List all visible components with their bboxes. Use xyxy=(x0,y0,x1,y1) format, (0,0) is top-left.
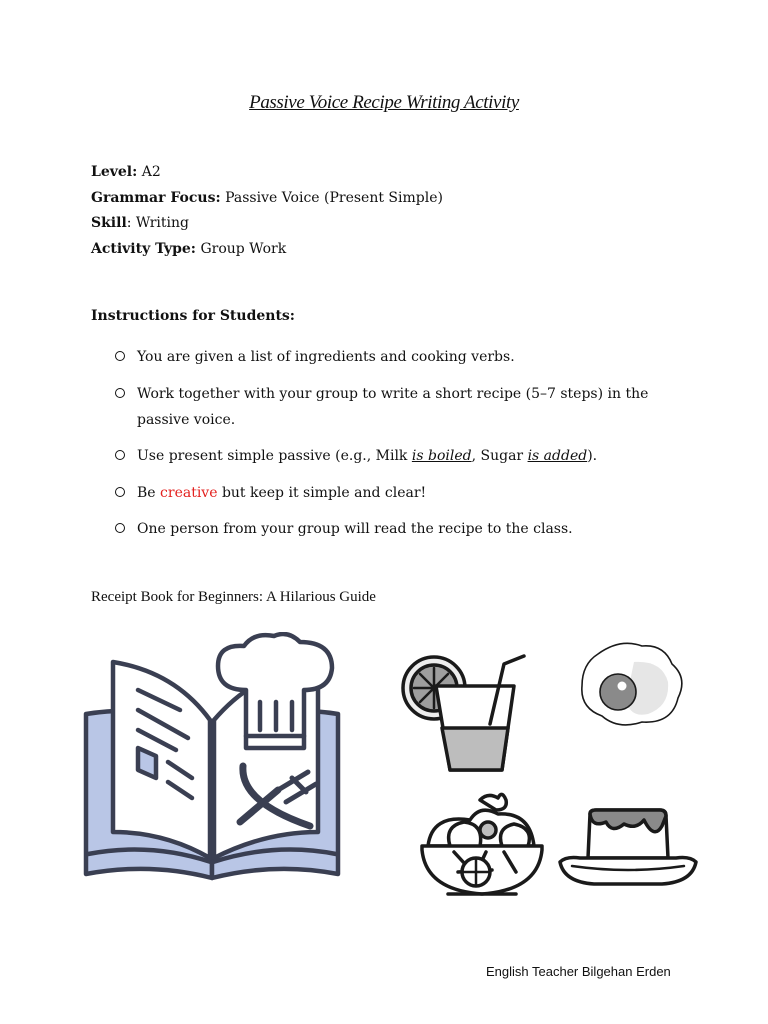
instructions-list xyxy=(113,344,693,553)
meta-grammar-focus xyxy=(91,186,443,212)
meta-value: Passive Voice (Present Simple) xyxy=(225,189,443,206)
highlight-creative: creative xyxy=(160,484,218,501)
meta-value: Group Work xyxy=(200,241,287,258)
teacher-credit: English Teacher Bilgehan Erden xyxy=(486,964,671,979)
activity-meta xyxy=(91,160,443,263)
recipe-book-icon xyxy=(80,632,342,884)
instruction-text: Be xyxy=(137,484,161,501)
bullet-circle-icon xyxy=(115,450,125,460)
instruction-text: but keep it simple and clear! xyxy=(217,484,427,501)
list-item xyxy=(113,443,693,469)
bullet-circle-icon xyxy=(115,523,125,533)
bullet-circle-icon xyxy=(115,388,125,398)
book-subtitle: Receipt Book for Beginners: A Hilarious Guide xyxy=(91,589,376,605)
list-item xyxy=(113,344,693,370)
instructions-heading: Instructions for Students: xyxy=(91,308,295,324)
salad-bowl-icon xyxy=(418,790,546,902)
instruction-text: You are given a list of ingredients and cooking verbs. xyxy=(137,349,515,365)
meta-label: Grammar Focus: xyxy=(91,189,221,206)
list-item xyxy=(113,516,693,542)
example-is-boiled: is boiled xyxy=(411,448,472,464)
pudding-icon xyxy=(558,806,698,888)
instruction-text: , Sugar xyxy=(471,448,528,464)
meta-label: Activity Type: xyxy=(91,241,196,258)
drink-with-lemon-icon xyxy=(400,652,528,774)
meta-activity-type xyxy=(91,237,443,263)
meta-label: Level: xyxy=(91,164,138,180)
instruction-text: Work together with your group to write a short recipe (5–7 steps) in the xyxy=(137,385,649,402)
page-title: Passive Voice Recipe Writing Activity xyxy=(249,92,519,113)
instruction-text: One person from your group will read the recipe to the class. xyxy=(137,521,573,537)
meta-skill xyxy=(91,211,443,237)
example-is-added: is added xyxy=(527,448,588,464)
bullet-circle-icon xyxy=(115,351,125,361)
bullet-circle-icon xyxy=(115,487,125,497)
meta-value: : Writing xyxy=(126,215,189,232)
instruction-text: Use present simple passive (e.g., Milk xyxy=(137,448,412,464)
instruction-text: ). xyxy=(587,448,598,464)
list-item xyxy=(113,480,693,506)
list-item xyxy=(113,381,693,433)
instruction-text-cont: passive voice. xyxy=(137,411,236,428)
meta-label: Skill xyxy=(91,215,127,232)
meta-level xyxy=(91,160,443,186)
meta-value: A2 xyxy=(141,164,161,180)
fried-egg-icon xyxy=(578,640,686,728)
